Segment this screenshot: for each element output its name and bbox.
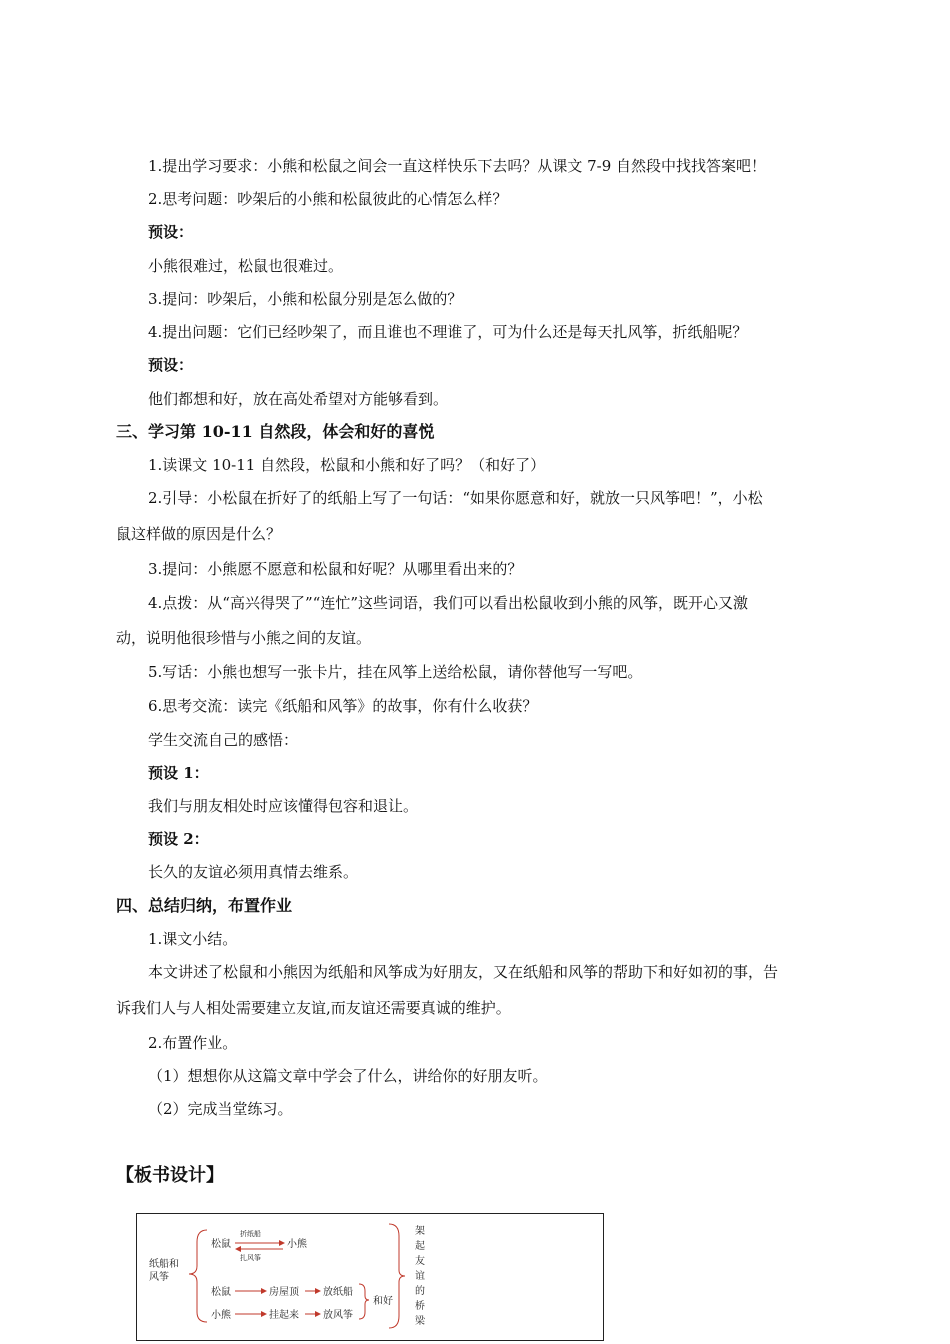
paragraph: 鼠这样做的原因是什么？ — [116, 525, 282, 543]
row2-item: 挂起来 — [269, 1310, 299, 1321]
homework-item: （2）完成当堂练习。 — [148, 1100, 293, 1118]
paragraph: 6.思考交流：读完《纸船和风筝》的故事，你有什么收获？ — [148, 697, 538, 715]
paragraph: 我们与朋友相处时应该懂得包容和退让。 — [148, 797, 419, 815]
reconcile-label: 和好 — [373, 1296, 393, 1307]
arrowhead-icon — [261, 1311, 267, 1317]
board-title: 【板书设计】 — [116, 1165, 224, 1186]
paragraph: 本文讲述了松鼠和小熊因为纸船和风筝成为好朋友，又在纸船和风筝的帮助下和好如初的事，告 — [148, 963, 779, 981]
top-left-label: 松鼠 — [211, 1239, 231, 1250]
paragraph: 1.课文小结。 — [148, 930, 238, 948]
paragraph: 学生交流自己的感悟： — [148, 731, 299, 749]
homework-item: （1）想想你从这篇文章中学会了什么，讲给你的好朋友听。 — [148, 1067, 548, 1085]
paragraph: 3.提问：小熊愿不愿意和松鼠和好呢？从哪里看出来的？ — [148, 560, 523, 578]
paragraph: 1.读课文 10-11 自然段，松鼠和小熊和好了吗？（和好了） — [148, 456, 546, 474]
preset-label: 预设 2： — [148, 830, 209, 848]
paragraph: 诉我们人与人相处需要建立友谊,而友谊还需要真诚的维护。 — [116, 999, 511, 1017]
arrowhead-icon — [261, 1288, 267, 1294]
arrowhead-icon — [315, 1311, 321, 1317]
paragraph: 3.提问：吵架后，小熊和松鼠分别是怎么做的？ — [148, 290, 463, 308]
board-diagram — [136, 1213, 604, 1341]
vertical-char: 谊 — [415, 1271, 425, 1282]
paragraph: 2.引导：小松鼠在折好了的纸船上写了一句话：“如果你愿意和好，就放一只风筝吧！”，小松 — [148, 489, 763, 507]
vertical-char: 友 — [415, 1256, 425, 1267]
arrowhead-icon — [315, 1288, 321, 1294]
vertical-char: 架 — [415, 1226, 425, 1237]
preset-label: 预设： — [148, 223, 194, 241]
brace-icon — [359, 1284, 369, 1319]
row2-item: 小熊 — [211, 1310, 231, 1321]
arrowhead-icon — [235, 1246, 241, 1252]
preset-label: 预设 1： — [148, 764, 209, 782]
arrow-top-label: 折纸船 — [240, 1230, 261, 1238]
root-label-a: 纸船和 — [149, 1259, 179, 1270]
vertical-char: 桥 — [415, 1301, 425, 1312]
paragraph: 小熊很难过，松鼠也很难过。 — [148, 257, 344, 275]
vertical-char: 梁 — [415, 1316, 425, 1327]
paragraph: 5.写话：小熊也想写一张卡片，挂在风筝上送给松鼠，请你替他写一写吧。 — [148, 663, 643, 681]
board-svg — [137, 1214, 603, 1340]
arrow-bottom-label: 扎风筝 — [240, 1254, 261, 1262]
paragraph: 2.布置作业。 — [148, 1034, 238, 1052]
vertical-char: 的 — [415, 1286, 425, 1297]
top-right-label: 小熊 — [287, 1239, 307, 1250]
paragraph: 长久的友谊必须用真情去维系。 — [148, 863, 359, 881]
row1-item: 松鼠 — [211, 1287, 231, 1298]
paragraph: 他们都想和好，放在高处希望对方能够看到。 — [148, 390, 449, 408]
paragraph: 1.提出学习要求：小熊和松鼠之间会一直这样快乐下去吗？从课文 7-9 自然段中找找答案吧！ — [148, 157, 767, 175]
paragraph: 2.思考问题：吵架后的小熊和松鼠彼此的心情怎么样？ — [148, 190, 508, 208]
row1-item: 放纸船 — [323, 1287, 353, 1298]
preset-label: 预设： — [148, 356, 194, 374]
paragraph: 4.提出问题：它们已经吵架了，而且谁也不理谁了，可为什么还是每天扎风筝，折纸船呢？ — [148, 323, 748, 341]
brace-icon — [389, 1224, 405, 1328]
vertical-char: 起 — [415, 1241, 425, 1252]
row2-item: 放风筝 — [323, 1310, 353, 1321]
section-heading: 四、总结归纳，布置作业 — [116, 896, 293, 915]
paragraph: 动，说明他很珍惜与小熊之间的友谊。 — [116, 629, 372, 647]
root-label-b: 风筝 — [149, 1272, 169, 1283]
row1-item: 房屋顶 — [269, 1287, 299, 1298]
brace-icon — [189, 1230, 207, 1322]
section-heading: 三、学习第 10-11 自然段，体会和好的喜悦 — [116, 422, 435, 441]
arrowhead-icon — [279, 1240, 285, 1246]
paragraph: 4.点拨：从“高兴得哭了”“连忙”这些词语，我们可以看出松鼠收到小熊的风筝，既开心又激 — [148, 594, 748, 612]
